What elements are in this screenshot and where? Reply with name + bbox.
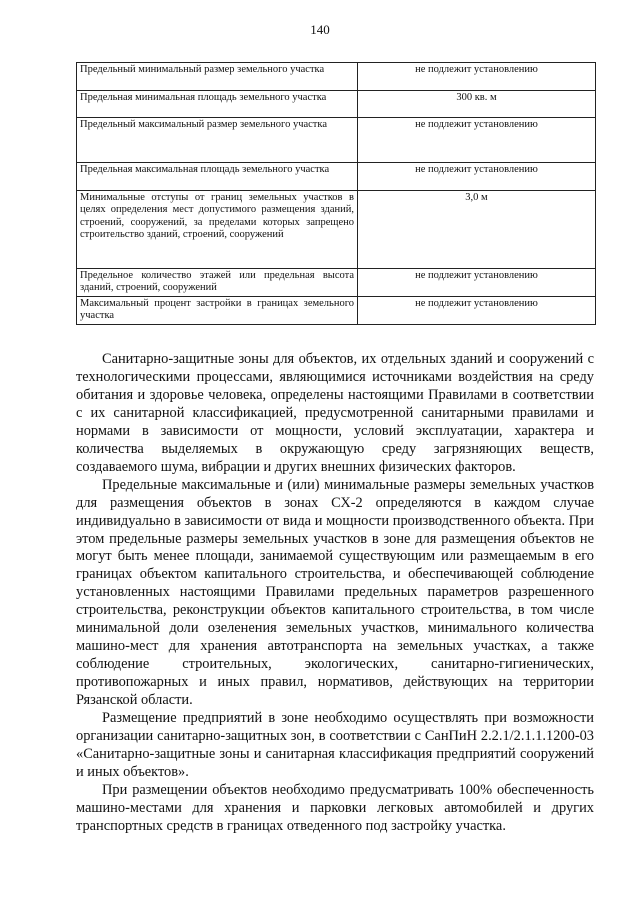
parameter-label: Минимальные отступы от границ земельных участков в целях определения мест допустимого размещения зданий, строений, сооружений, за пределами которых запрещено строительство зданий, строений, сооружений	[77, 191, 358, 269]
parameter-label: Максимальный процент застройки в границах земельного участка	[77, 297, 358, 325]
paragraph: При размещении объектов необходимо предусматривать 100% обеспеченность машино-местами для хранения и парковки легковых автомобилей и других транспортных средств в границах отведенного под застройку участка.	[76, 781, 594, 834]
parameter-value: не подлежит установлению	[358, 63, 596, 91]
parameter-value: не подлежит установлению	[358, 297, 596, 325]
parameter-label: Предельный максимальный размер земельного участка	[77, 118, 358, 163]
parameter-value: не подлежит установлению	[358, 269, 596, 297]
parameter-value: не подлежит установлению	[358, 118, 596, 163]
parameter-label: Предельная максимальная площадь земельного участка	[77, 163, 358, 191]
table-row	[77, 63, 596, 91]
table-row	[77, 163, 596, 191]
parameter-value: не подлежит установлению	[358, 163, 596, 191]
table-row	[77, 297, 596, 325]
paragraph: Предельные максимальные и (или) минимальные размеры земельных участков для размещения объектов в зонах СХ-2 определяются в каждом случае индивидуально в зависимости от вида и мощности производственного объекта. При этом предельные размеры земельных участков в зоне для размещения объектов не могут быть менее площади, занимаемой существующим или размещаемым в его границах объектом капитального строительства, и обеспечивающей соблюдение установленных настоящими Правилами предельных параметров разрешенного строительства, реконструкции объектов капитального строительства, в том числе минимальной доли озеленения земельных участков, минимального количества машино-мест для хранения автотранспорта на земельных участках, а также соблюдение строительных, экологических, санитарно-гигиенических, противопожарных и иных правил, нормативов, действующих на территории Рязанской области.	[76, 476, 594, 709]
paragraph: Санитарно-защитные зоны для объектов, их отдельных зданий и сооружений с технологическими процессами, являющимися источниками воздействия на среду обитания и здоровье человека, определены настоящими Правилами в соответствии с их санитарной классификацией, предусмотренной санитарными правилами и нормами в зависимости от мощности, условий эксплуатации, характера и количества выделяемых в окружающую среду загрязняющих веществ, создаваемого шума, вибрации и других внешних физических факторов.	[76, 351, 594, 475]
table-row	[77, 91, 596, 118]
parameter-label: Предельное количество этажей или предельная высота зданий, строений, сооружений	[77, 269, 358, 297]
page-number: 140	[310, 22, 330, 37]
parameter-label: Предельная минимальная площадь земельного участка	[77, 91, 358, 118]
parameter-label: Предельный минимальный размер земельного участка	[77, 63, 358, 91]
table-row	[77, 191, 596, 269]
parameter-value: 300 кв. м	[358, 91, 596, 118]
parameter-value: 3,0 м	[358, 191, 596, 269]
paragraph: Размещение предприятий в зоне необходимо осуществлять при возможности организации санитарно-защитных зон, в соответствии с СанПиН 2.2.1/2.1.1.1200-03 «Санитарно-защитные зоны и санитарная классификация предприятий сооружений и иных объектов».	[76, 710, 594, 780]
body-text	[76, 351, 594, 836]
table-row	[77, 269, 596, 297]
table-row	[77, 118, 596, 163]
parameters-table	[76, 62, 596, 325]
